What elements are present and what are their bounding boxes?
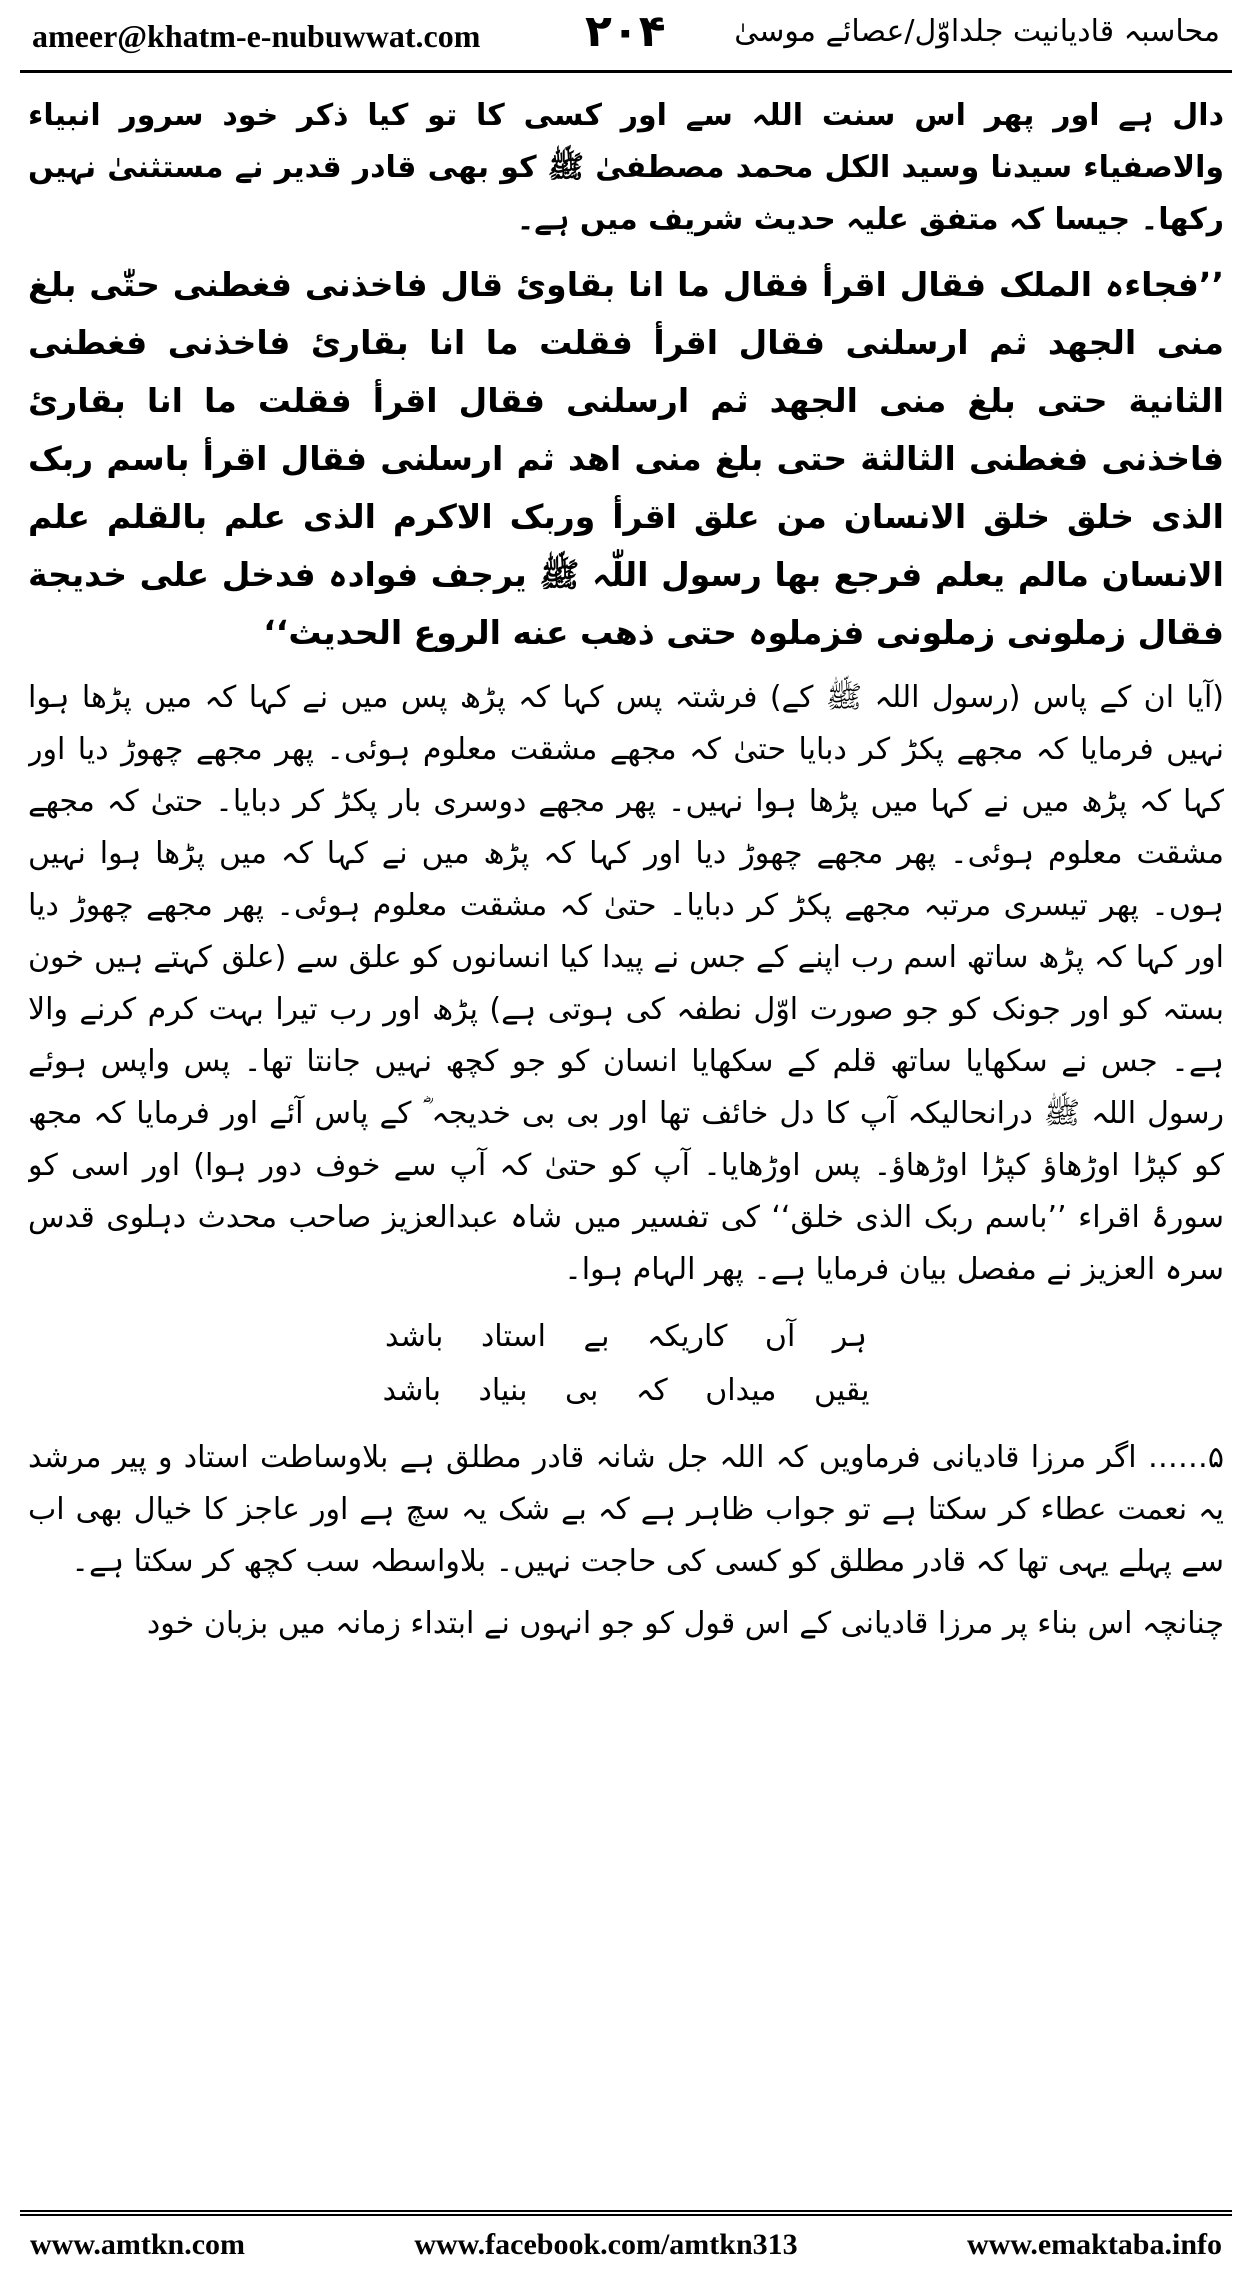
- header-email: ameer@khatm-e-nubuwwat.com: [32, 18, 481, 54]
- hadith-arabic: ’’فجاءہ الملک فقال اقرأ فقال ما انا بقاوئ قال فاخذنی فغطنی حتّٰی بلغ منی الجھد ثم ارسلنی فقال اقرأ فقلت ما انا بقاریٔ فاخذنی فغطنی الثانیة حتی بلغ منی الجھد ثم ارسلنی فقال اقرأ فقلت ما انا بقاریٔ فاخذنی فغطنی الثالثة حتی بلغ منی اھد ثم ارسلنی فقال اقرأ باسم ربک الذی خلق خلق الانسان من علق اقرأ وربک الاکرم الذی علم بالقلم علم الانسان مالم یعلم فرجع بھا رسول اللّٰہ ﷺ یرجف فوادہ فدخل علی خدیجة فقال زملونی زملونی فزملوہ حتی ذھب عنه الروع الحدیث‘‘: [28, 265, 1224, 652]
- paragraph-point-5: ۵…… اگر مرزا قادیانی فرماویں کہ اللہ جل شانہ قادر مطلق ہے بلاوساطت استاد و پیر مرشد یہ نعمت عطاء کر سکتا ہے تو جواب ظاہر ہے کہ بے شک یہ سچ ہے اور عاجز کا خیال بھی اب سے پہلے یہی تھا کہ قادر مطلق کو کسی کی حاجت نہیں۔ بلاواسطہ سب کچھ کر سکتا ہے۔: [28, 1440, 1224, 1579]
- page-header: [20, 4, 1232, 73]
- page-footer: [20, 2210, 1232, 2274]
- paragraph-translation: (آیا ان کے پاس (رسول اللہ ﷺ کے) فرشتہ پس کہا کہ پڑھ پس میں نے کہا کہ میں پڑھا ہوا نہیں فرمایا کہ مجھے پکڑ کر دبایا حتیٰ کہ مجھے مشقت معلوم ہوئی۔ پھر مجھے چھوڑ دیا اور کہا کہ پڑھ میں نے کہا میں پڑھا ہوا نہیں۔ پھر مجھے دوسری بار پکڑ کر دبایا۔ حتیٰ کہ مجھے مشقت معلوم ہوئی۔ پھر مجھے چھوڑ دیا اور کہا کہ پڑھ میں نے کہا کہ میں پڑھا ہوا نہیں ہوں۔ پھر تیسری مرتبہ مجھے پکڑ کر دبایا۔ حتیٰ کہ مشقت معلوم ہوئی۔ پھر مجھے چھوڑ دیا اور کہا کہ پڑھ ساتھ اسم رب اپنے کے جس نے پیدا کیا انسانوں کو علق سے (علق کہتے ہیں خون بستہ کو اور جونک کو جو صورت اوّل نطفہ کی ہوتی ہے) پڑھ اور رب تیرا بہت کرم کرنے والا ہے۔ جس نے سکھایا ساتھ قلم کے سکھایا انسان کو جو کچھ نہیں جانتا تھا۔ پس واپس ہوئے رسول اللہ ﷺ درانحالیکہ آپ کا دل خائف تھا اور بی بی خدیجہ ؓ کے پاس آئے اور فرمایا کہ مجھ کو کپڑا اوڑھاؤ کپڑا اوڑھاؤ۔ پس اوڑھایا۔ آپ کو حتیٰ کہ آپ سے خوف دور ہوا) اور اسی کو سورۂ اقراء ’’باسم ربک الذی خلق‘‘ کی تفسیر میں شاہ عبدالعزیز صاحب محدث دہلوی قدس سرہ العزیز نے مفصل بیان فرمایا ہے۔ پھر الہام ہوا۔: [28, 680, 1224, 1287]
- persian-couplet: [28, 1310, 1224, 1418]
- couplet-line-2: یقیں میداں کہ بی بنیاد باشد: [382, 1373, 870, 1408]
- page-number: ۲۰۴: [585, 6, 666, 57]
- page-content: [28, 90, 1224, 2188]
- paragraph-intro: دال ہے اور پھر اس سنت اللہ سے اور کسی کا تو کیا ذکر خود سرور انبیاء والاصفیاء سیدنا وسید الکل محمد مصطفیٰ ﷺ کو بھی قادر قدیر نے مستثنیٰ نہیں رکھا۔ جیسا کہ متفق علیہ حدیث شریف میں ہے۔: [28, 98, 1224, 237]
- book-title: محاسبہ قادیانیت جلداوّل/عصائے موسیٰ: [734, 14, 1220, 49]
- couplet-line-1: ہر آں کاریکہ بے استاد باشد: [385, 1319, 867, 1354]
- paragraph-continuation: چنانچہ اس بناء پر مرزا قادیانی کے اس قول کو جو انہوں نے ابتداء زمانہ میں بزبان خود: [146, 1606, 1224, 1641]
- footer-link-emaktaba[interactable]: www.emaktaba.info: [966, 2228, 1222, 2261]
- footer-link-amtkn[interactable]: www.amtkn.com: [30, 2228, 245, 2261]
- footer-link-facebook[interactable]: www.facebook.com/amtkn313: [414, 2228, 798, 2261]
